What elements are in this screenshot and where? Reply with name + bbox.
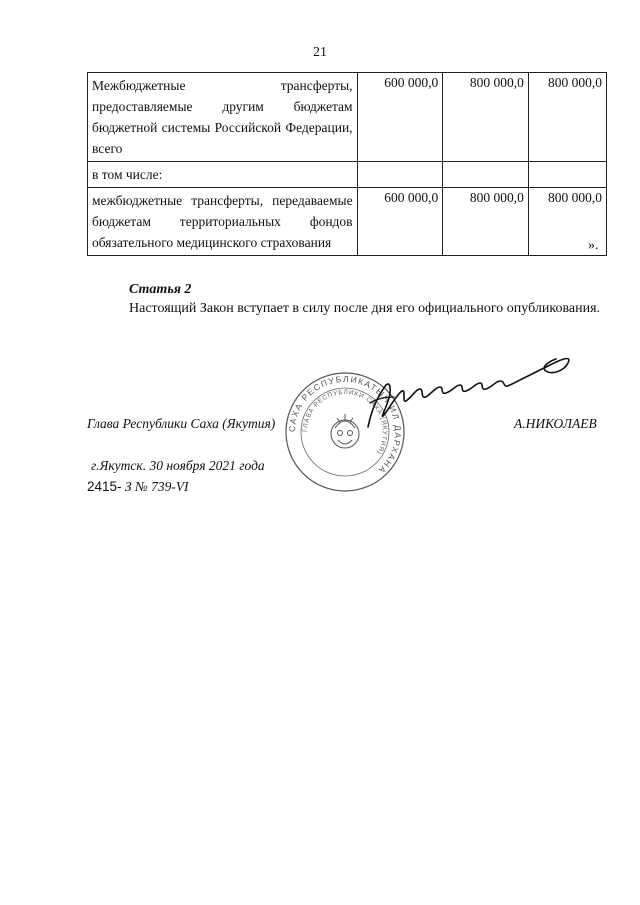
table-row bbox=[88, 188, 607, 256]
table-cell-value bbox=[528, 162, 606, 188]
table-cell-value: 600 000,0 bbox=[357, 73, 443, 162]
signatory-name: А.НИКОЛАЕВ bbox=[514, 416, 597, 431]
table-cell-label: в том числе: bbox=[88, 162, 358, 188]
seal-inner-text: ГЛАВА РЕСПУБЛИКИ САХА (ЯКУТИЯ) bbox=[301, 388, 389, 456]
article-text: Настоящий Закон вступает в силу после дня его официального опубликования. bbox=[129, 301, 601, 316]
table-cell-value: 800 000,0 bbox=[443, 73, 529, 162]
registration-number: 2415- bbox=[87, 479, 122, 494]
article-heading: Статья 2 bbox=[129, 282, 192, 297]
law-number-text: З № 739-VI bbox=[124, 479, 189, 494]
table-cell-value bbox=[443, 162, 529, 188]
page-number: 21 bbox=[313, 45, 327, 60]
seal-outer-text: САХА РЕСПУБЛИКАТЫН ИЛ ДАРХАНА bbox=[286, 373, 404, 477]
table-cell-label: межбюджетные трансферты, передаваемые бюджетам территориальных фондов обязательного медицинского страхования bbox=[88, 188, 358, 256]
table-cell-value bbox=[357, 162, 443, 188]
closing-quote: ». bbox=[588, 238, 599, 253]
place-and-date: г.Якутск. 30 ноября 2021 года bbox=[91, 458, 265, 473]
table-cell-value: 800 000,0 bbox=[528, 188, 606, 256]
table-row bbox=[88, 162, 607, 188]
law-number bbox=[87, 479, 189, 495]
table-cell-label: Межбюджетные трансферты, предоставляемые другим бюджетам бюджетной системы Российской Федерации, всего bbox=[88, 73, 358, 162]
table-row bbox=[88, 73, 607, 162]
budget-table bbox=[87, 72, 607, 256]
table-cell-value: 800 000,0 bbox=[443, 188, 529, 256]
signatory-title: Глава Республики Саха (Якутия) bbox=[87, 416, 276, 431]
table-cell-value: 800 000,0 bbox=[528, 73, 606, 162]
table-cell-value: 600 000,0 bbox=[357, 188, 443, 256]
